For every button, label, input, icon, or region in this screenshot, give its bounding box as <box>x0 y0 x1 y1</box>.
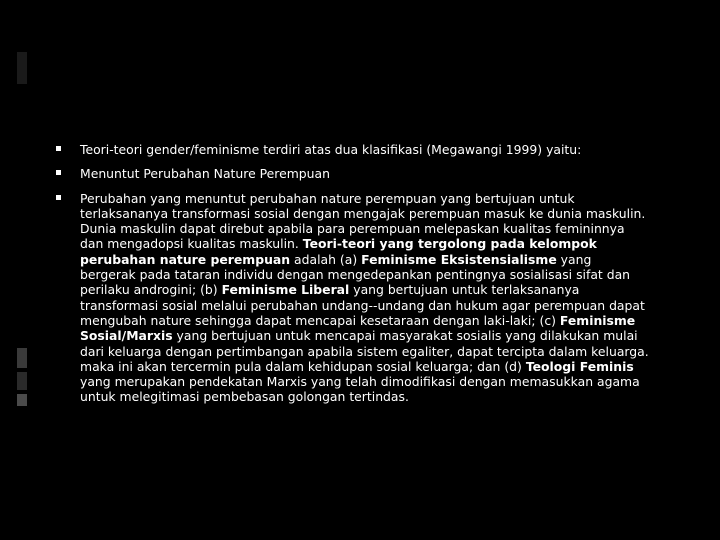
bullet-text: Menuntut Perubahan Nature Perempuan <box>80 166 330 182</box>
decorative-bar-mid2 <box>17 372 27 390</box>
bullet-item-description <box>80 191 650 405</box>
decorative-bar-mid1 <box>17 348 27 368</box>
square-bullet-icon <box>56 195 61 200</box>
square-bullet-icon <box>56 170 61 175</box>
decorative-bar-mid3 <box>17 394 27 406</box>
left-decoration-strip <box>0 0 30 540</box>
decorative-bar-top <box>17 52 27 84</box>
slide-body <box>80 142 650 405</box>
square-bullet-icon <box>56 146 61 151</box>
bullet-text: Perubahan yang menuntut perubahan nature perempuan yang bertujuan untuk terlaksananya transformasi sosial dengan mengajak perempuan masuk ke dunia maskulin. Dunia maskulin dapat direbut apabila para perempuan melepaskan kualitas femininnya dan mengadopsi kualitas maskulin. Teori-teori yang tergolong pada kelompok perubahan nature perempuan adalah (a) Feminisme Eksistensialisme yang bergerak pada tataran individu dengan mengedepankan pentingnya sosialisasi sifat dan perilaku androgini; (b) Feminisme Liberal yang bertujuan untuk terlaksananya transformasi sosial melalui perubahan undang--undang dan hukum agar perempuan dapat mengubah nature sehingga dapat mencapai kesetaraan dengan laki-laki; (c) Feminisme Sosial/Marxis yang bertujuan untuk mencapai masyarakat sosialis yang dilakukan mulai dari keluarga dengan pertimbangan apabila sistem egaliter, dapat tercipta dalam keluarga. maka ini akan tercermin pula dalam kehidupan sosial keluarga; dan (d) Teologi Feminis yang merupakan pendekatan Marxis yang telah dimodifikasi dengan memasukkan agama untuk melegitimasi pembebasan golongan tertindas. <box>80 190 649 405</box>
bullet-text: Teori-teori gender/feminisme terdiri atas dua klasifikasi (Megawangi 1999) yaitu: <box>80 142 582 157</box>
bullet-item-heading <box>80 166 650 181</box>
bullet-item-classification <box>80 142 650 157</box>
